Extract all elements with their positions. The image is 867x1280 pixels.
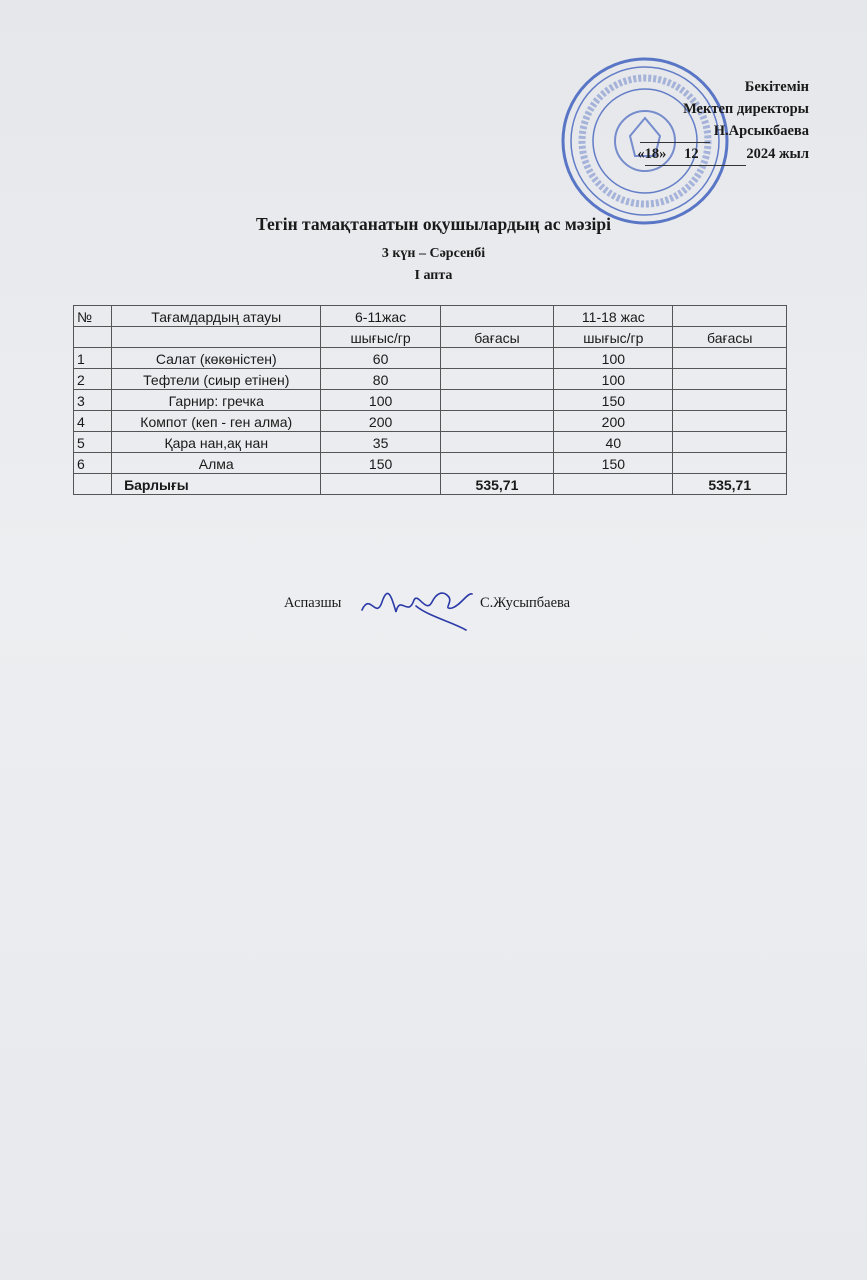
table-row-2-cell-0: 2 (74, 369, 112, 390)
table-row-3-cell-2: 100 (321, 390, 440, 411)
table-row-4-cell-4: 200 (554, 411, 673, 432)
approval-position: Мектеп директоры (683, 101, 809, 117)
table-row-5-cell-0: 5 (74, 432, 112, 453)
table-row-3-cell-5 (673, 390, 787, 411)
table-total-row-cell-0 (74, 474, 112, 495)
menu-table (73, 305, 787, 495)
table-header-row-2-cell-3: бағасы (440, 327, 553, 348)
approval-date-day: 18» (645, 143, 667, 166)
table-row-2-cell-2: 80 (321, 369, 440, 390)
table-row-3-cell-0: 3 (74, 390, 112, 411)
table-header-row-1-cell-0: № (74, 306, 112, 327)
table-row-4 (74, 411, 787, 432)
approval-date-line (637, 143, 809, 166)
table-row-3-cell-1: Гарнир: гречка (112, 390, 321, 411)
table-row-6-cell-3 (440, 453, 553, 474)
table-total-row-cell-3: 535,71 (440, 474, 553, 495)
cook-signature (356, 572, 476, 632)
table-header-row-1-cell-1: Тағамдардың атауы (112, 306, 321, 327)
table-row-6-cell-4: 150 (554, 453, 673, 474)
table-header-row-2-cell-1 (112, 327, 321, 348)
day-subtitle: 3 күн – Сәрсенбі (381, 246, 486, 261)
table-row-6-cell-5 (673, 453, 787, 474)
table-row-1-cell-4: 100 (554, 348, 673, 369)
table-row-4-cell-1: Компот (кеп - ген алма) (112, 411, 321, 432)
table-row-4-cell-3 (440, 411, 553, 432)
table-row-4-cell-5 (673, 411, 787, 432)
table-row-3-cell-3 (440, 390, 553, 411)
table-row-6 (74, 453, 787, 474)
table-header-row-1-cell-5 (673, 306, 787, 327)
table-total-row (74, 474, 787, 495)
table-header-row-2 (74, 327, 787, 348)
table-row-2 (74, 369, 787, 390)
table-row-1-cell-0: 1 (74, 348, 112, 369)
table-row-6-cell-1: Алма (112, 453, 321, 474)
cook-label: Аспазшы (284, 595, 342, 611)
table-header-row-1 (74, 306, 787, 327)
approval-block (637, 76, 809, 166)
table-header-row-1-cell-3 (440, 306, 553, 327)
table-row-2-cell-4: 100 (554, 369, 673, 390)
table-row-5-cell-5 (673, 432, 787, 453)
approval-date-month: 12 (666, 143, 716, 166)
cook-name: С.Жусыпбаева (480, 595, 571, 611)
page-title: Тегін тамақтанатын оқушылардың ас мәзірі (255, 214, 612, 234)
table-row-1-cell-5 (673, 348, 787, 369)
table-header-row-2-cell-0 (74, 327, 112, 348)
table-row-2-cell-5 (673, 369, 787, 390)
table-header-row-2-cell-2: шығыс/гр (321, 327, 440, 348)
table-row-1 (74, 348, 787, 369)
table-total-row-cell-4 (554, 474, 673, 495)
table-row-2-cell-3 (440, 369, 553, 390)
table-row-3 (74, 390, 787, 411)
table-row-5-cell-2: 35 (321, 432, 440, 453)
table-row-5 (74, 432, 787, 453)
table-row-4-cell-2: 200 (321, 411, 440, 432)
table-row-4-cell-0: 4 (74, 411, 112, 432)
approval-date-open: « (637, 146, 645, 162)
table-row-5-cell-4: 40 (554, 432, 673, 453)
table-row-5-cell-3 (440, 432, 553, 453)
approval-date-year: 2024 жыл (746, 146, 809, 162)
table-row-3-cell-4: 150 (554, 390, 673, 411)
table-total-row-cell-2 (321, 474, 440, 495)
table-total-row-cell-5: 535,71 (673, 474, 787, 495)
table-header-row-2-cell-5: бағасы (673, 327, 787, 348)
table-row-1-cell-2: 60 (321, 348, 440, 369)
approval-director-line (637, 120, 809, 143)
table-row-6-cell-2: 150 (321, 453, 440, 474)
table-total-row-cell-1: Барлығы (112, 474, 321, 495)
table-header-row-1-cell-4: 11-18 жас (554, 306, 673, 327)
table-row-1-cell-3 (440, 348, 553, 369)
week-subtitle: І апта (414, 268, 453, 283)
approval-title: Бекітемін (744, 79, 809, 95)
approval-director-name: Н.Арсыкбаева (713, 123, 809, 139)
table-header-row-1-cell-2: 6-11жас (321, 306, 440, 327)
table-header-row-2-cell-4: шығыс/гр (554, 327, 673, 348)
table-row-2-cell-1: Тефтели (сиыр етінен) (112, 369, 321, 390)
table-row-6-cell-0: 6 (74, 453, 112, 474)
table-row-1-cell-1: Салат (көкөністен) (112, 348, 321, 369)
table-row-5-cell-1: Қара нан,ақ нан (112, 432, 321, 453)
